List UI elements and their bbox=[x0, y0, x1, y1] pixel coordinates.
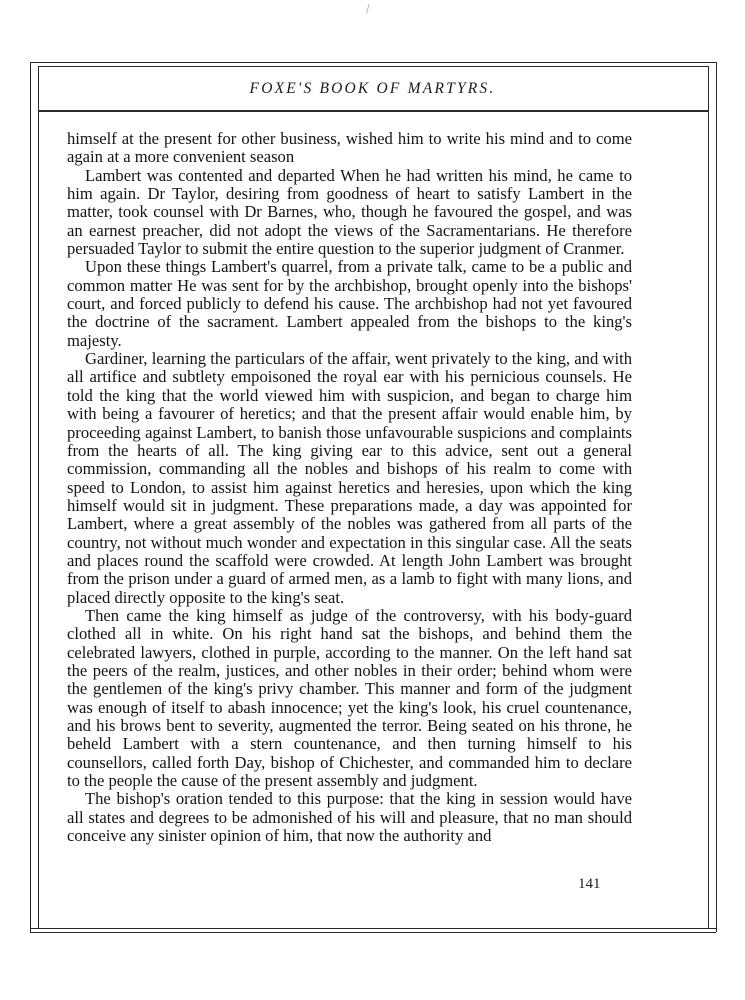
paragraph: Lambert was contented and departed When he had written his mind, he came to him again. Dr Taylor, desiring from goodness of heart to satisfy Lambert in the matter, took counsel with Dr Barnes, who, though he favoured the gospel, and was an earnest preacher, did not adopt the views of the Sacramentarians. He therefore persuaded Taylor to submit the entire question to the superior judgment of Cranmer. bbox=[67, 165, 632, 259]
paragraph: Then came the king himself as judge of the controversy, with his body-guard clothed all in white. On his right hand sat the bishops, and behind them the celebrated lawyers, clothed in purple, according to the manner. On the left hand sat the peers of the realm, justices, and other nobles in their order; behind whom were the gentlemen of the king's privy chamber. This manner and form of the judgment was enough of itself to abash innocence; yet the king's look, his cruel countenance, and his brows bent to severity, augmented the terror. Being seated on his throne, he beheld Lambert with a stern countenance, and then turning himself to his counsellors, called forth Day, bishop of Chichester, and commanded him to declare to the people the cause of the present assembly and judgment. bbox=[67, 605, 632, 791]
footer-rule bbox=[30, 928, 716, 929]
frame-right-rule-inner bbox=[708, 66, 709, 928]
paragraph: The bishop's oration tended to this purpose: that the king in session would have all states and degrees to be admonished of his will and pleasure, that no man should conceive any sinister opinion of him, that now the authority and bbox=[67, 789, 632, 846]
top-margin-mark: / bbox=[366, 2, 370, 15]
paragraph: Upon these things Lambert's quarrel, from a private talk, came to be a public and common matter He was sent for by the archbishop, brought openly into the bishops' court, and forced publicly to defend his cause. The archbishop had not yet favoured the doctrine of the sacrament. Lambert appealed from the bishops to the king's majesty. bbox=[67, 257, 632, 350]
paragraph: himself at the present for other business, wished him to write his mind and to come again at a more convenient season bbox=[67, 129, 632, 167]
frame-left-rule bbox=[30, 62, 31, 932]
frame-left-rule-inner bbox=[38, 66, 39, 928]
body-text bbox=[67, 130, 632, 845]
running-header: FOXE'S BOOK OF MARTYRS. bbox=[249, 80, 496, 97]
frame-top-rule bbox=[30, 62, 716, 63]
header-rule bbox=[38, 110, 708, 112]
footer-rule-outer bbox=[30, 932, 716, 933]
frame-right-rule bbox=[716, 62, 717, 932]
paragraph: Gardiner, learning the particulars of the affair, went privately to the king, and with all artifice and subtlety empoisoned the royal ear with his pernicious counsels. He told the king that the world viewed him with suspicion, and began to charge him with being a favourer of heretics; and that the present affair would enable him, by proceeding against Lambert, to banish those unfavourable suspicions and complaints from the hearts of all. The king giving ear to this advice, sent out a general commission, commanding all the nobles and bishops of his realm to come with speed to London, to assist him against heretics and heresies, upon which the king himself would sit in judgment. These preparations made, a day was appointed for Lambert, where a great assembly of the nobles was gathered from all parts of the country, not without much wonder and expectation in this singular case. All the seats and places round the scaffold were crowded. At length John Lambert was brought from the prison under a guard of armed men, as a lamb to fight with many lions, and placed directly opposite to the king's seat. bbox=[67, 349, 632, 607]
page-number: 141 bbox=[578, 876, 601, 892]
frame-top-rule-inner bbox=[38, 66, 708, 67]
